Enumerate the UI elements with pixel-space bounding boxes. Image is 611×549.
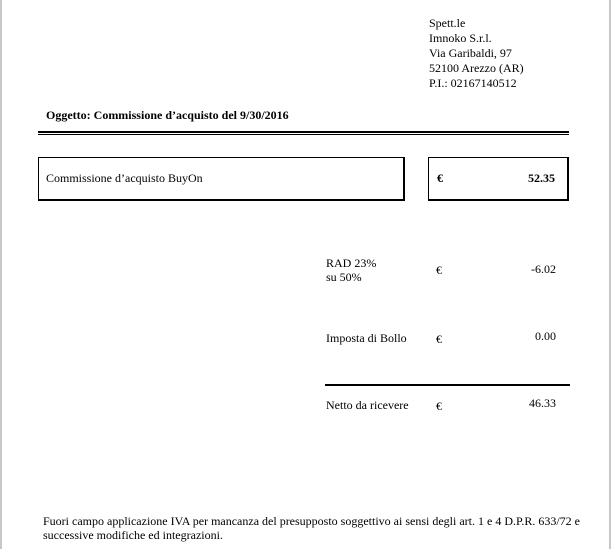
- item-amount-box: [428, 157, 569, 201]
- recipient-company: Imnoko S.r.l.: [429, 31, 492, 45]
- rad-label-base: su 50%: [326, 270, 362, 284]
- subject-divider-thin: [38, 134, 569, 135]
- bollo-label: Imposta di Bollo: [326, 331, 407, 345]
- bollo-amount: 0.00: [535, 329, 556, 343]
- item-description-box: [38, 157, 405, 201]
- recipient-street: Via Garibaldi, 97: [429, 46, 512, 60]
- subject-line: Oggetto: Commissione d’acquisto del 9/30/2016: [46, 108, 289, 122]
- footer-vat-note: Fuori campo applicazione IVA per mancanza del presupposto soggettivo ai sensi degli art. 1 e 4 D.P.R. 633/72 e successive modifiche ed integrazioni.: [43, 514, 580, 542]
- recipient-address: [429, 16, 524, 91]
- rad-currency: €: [436, 263, 442, 277]
- item-description: Commissione d’acquisto BuyOn: [46, 171, 203, 185]
- page-border-left: [0, 0, 2, 549]
- item-amount: 52.35: [528, 171, 555, 185]
- recipient-city: 52100 Arezzo (AR): [429, 61, 524, 75]
- subject-divider-thick: [38, 131, 569, 133]
- rad-amount: -6.02: [531, 262, 556, 276]
- rad-label: [326, 256, 376, 284]
- recipient-salutation: Spett.le: [429, 16, 466, 30]
- bollo-currency: €: [436, 332, 442, 346]
- netto-amount: 46.33: [529, 396, 556, 410]
- netto-label: Netto da ricevere: [326, 398, 409, 412]
- rad-label-rate: RAD 23%: [326, 256, 377, 270]
- recipient-vat: P.I.: 02167140512: [429, 76, 517, 90]
- item-currency: €: [437, 171, 443, 185]
- netto-currency: €: [436, 399, 442, 413]
- total-divider: [325, 384, 570, 386]
